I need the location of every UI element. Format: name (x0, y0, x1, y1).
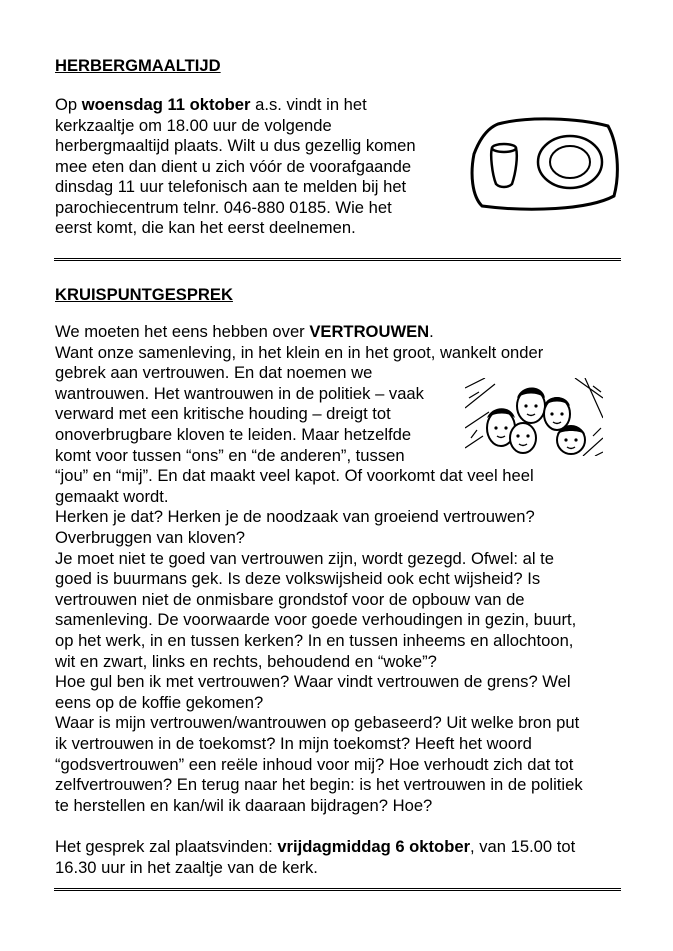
text-line (55, 136, 416, 156)
text-span: op het werk, in en tussen kerken? In en tussen inheems en allochtoon, (55, 631, 574, 650)
plate-and-cup-icon (468, 114, 622, 214)
text-span: Het gesprek zal plaatsvinden: (55, 837, 278, 856)
text-line (55, 157, 411, 177)
text-line (55, 487, 168, 507)
text-span: eens op de koffie gekomen? (55, 692, 264, 712)
text-line (55, 363, 372, 383)
text-line (55, 446, 405, 466)
text-line (55, 528, 245, 548)
text-span: komt voor tussen “ons” en “de anderen”, tussen (55, 445, 405, 465)
text-line (55, 610, 576, 630)
text-line (55, 734, 532, 754)
heading-herbergmaaltijd: HERBERGMAALTIJD (55, 56, 221, 75)
text-span: 16.30 uur in het zaaltje van de kerk. (55, 857, 318, 877)
text-span: Op (55, 95, 82, 114)
section-divider-bottom (54, 888, 621, 891)
text-span: Je moet niet te goed van vertrouwen zijn, wordt gezegd. Ofwel: al te (55, 548, 555, 568)
text-span: Want onze samenleving, in het klein en in het groot, wankelt onder (55, 342, 544, 362)
text-line (55, 569, 540, 589)
text-span: zelfvertrouwen? En terug naar het begin: is het vertrouwen in de politiek (55, 775, 583, 795)
text-line (55, 672, 571, 692)
text-line (55, 796, 432, 816)
text-line (55, 590, 525, 610)
text-span: “godsvertrouwen” een reële inhoud voor mij? Hoe verhoudt zich dat tot (55, 754, 574, 774)
text-span: kerkzaaltje om 18.00 uur de volgende (55, 115, 332, 135)
text-line (55, 837, 575, 857)
text-span: , van 15.00 tot (470, 837, 576, 856)
text-line (55, 95, 367, 115)
text-span: eerst komt, die kan het eerst deelnemen. (55, 218, 356, 237)
text-span: mee eten dan dient u zich vóór de voorafgaande (55, 156, 412, 176)
text-span: parochiecentrum telnr. 046-880 0185. Wie het (55, 197, 392, 217)
text-span: gemaakt wordt. (55, 486, 169, 506)
text-line (55, 425, 411, 445)
text-line (55, 631, 573, 651)
text-line (55, 858, 318, 878)
text-span: a.s. vindt in het (250, 95, 367, 114)
bold-text: woensdag 11 oktober (81, 95, 251, 114)
text-line (55, 507, 535, 527)
text-line (55, 322, 434, 342)
text-span: gebrek aan vertrouwen. En dat noemen we (55, 363, 373, 383)
text-span: Waar is mijn vertrouwen/wantrouwen op gebaseerd? Uit welke bron put (55, 713, 580, 733)
text-span: Overbruggen van kloven? (55, 528, 246, 547)
text-span: herbergmaaltijd plaats. Wilt u dus gezellig komen (55, 136, 416, 155)
text-line (55, 693, 263, 713)
text-span: Herken je dat? Herken je de noodzaak van groeiend vertrouwen? (55, 507, 535, 527)
section-divider (54, 258, 621, 261)
text-line (55, 549, 554, 569)
text-line (55, 755, 573, 775)
text-line (55, 116, 332, 136)
text-line (55, 652, 437, 672)
text-span: wit en zwart, links en rechts, behoudend en “woke”? (55, 651, 437, 671)
text-span: samenleving. De voorwaarde voor goede verhoudingen in gezin, buurt, (55, 610, 577, 630)
text-span: wantrouwen. Het wantrouwen in de politiek – vaak (55, 383, 424, 403)
text-line (55, 404, 391, 424)
text-line (55, 177, 406, 197)
text-span: ik vertrouwen in de toekomst? In mijn toekomst? Heeft het woord (55, 734, 532, 753)
text-line (55, 775, 583, 795)
bold-text: vrijdagmiddag 6 oktober (277, 837, 471, 856)
text-span: “jou” en “mij”. En dat maakt veel kapot. Of voorkomt dat veel heel (55, 466, 534, 486)
text-line (55, 384, 424, 404)
text-span: dinsdag 11 uur telefonisch aan te melden bij het (55, 177, 407, 196)
text-line (55, 466, 534, 486)
text-span: Hoe gul ben ik met vertrouwen? Waar vindt vertrouwen de grens? Wel (55, 672, 571, 692)
group-of-faces-illustration (465, 378, 603, 456)
text-line (55, 198, 392, 218)
bold-text: VERTROUWEN (309, 322, 430, 341)
text-span: te herstellen en kan/wil ik daaraan bijdragen? Hoe? (55, 795, 433, 815)
text-span: . (429, 322, 434, 341)
text-line (55, 343, 543, 363)
text-line (55, 713, 579, 733)
text-span: vertrouwen niet de onmisbare grondstof voor de opbouw van de (55, 589, 525, 609)
text-span: onoverbrugbare kloven te leiden. Maar hetzelfde (55, 425, 412, 444)
text-span: goed is buurmans gek. Is deze volkswijsheid ook echt wijsheid? Is (55, 569, 541, 589)
text-span: verward met een kritische houding – dreigt tot (55, 404, 391, 424)
heading-kruispuntgesprek: KRUISPUNTGESPREK (55, 285, 233, 304)
text-line (55, 218, 356, 238)
text-span: We moeten het eens hebben over (55, 322, 310, 341)
